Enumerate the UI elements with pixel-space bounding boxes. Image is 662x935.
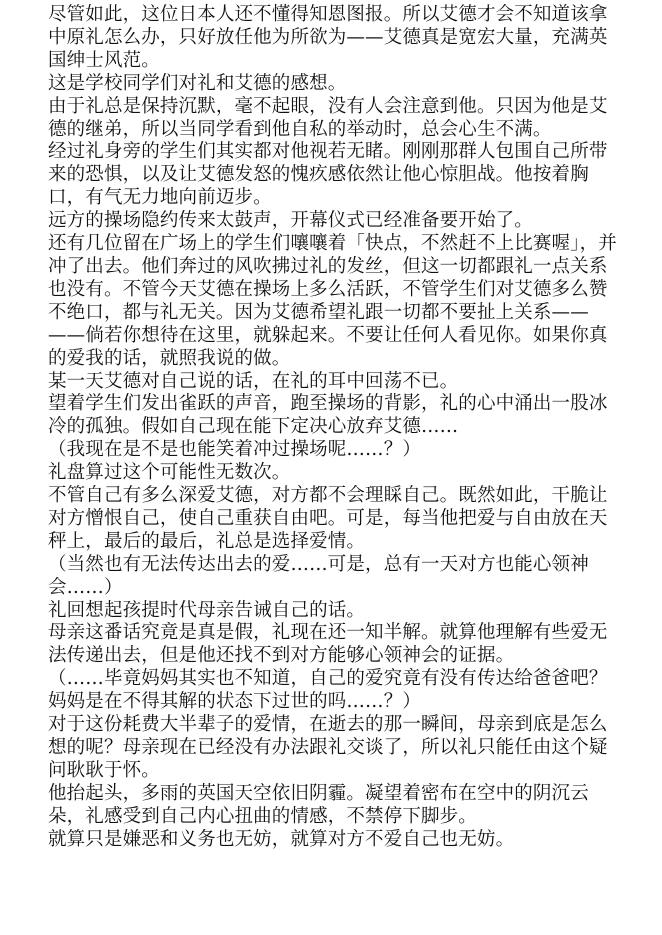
paragraph: 就算只是嫌恶和义务也无妨，就算对方不爱自己也无妨。 (48, 828, 515, 850)
paragraph: 礼回想起孩提时代母亲告诫自己的话。 (48, 599, 366, 621)
paragraph: 母亲这番话究竟是真是假，礼现在还一知半解。就算他理解有些爱无法传递出去，但是他还找不到对方能够心领神会的证据。 (48, 622, 608, 667)
paragraph: 还有几位留在广场上的学生们嚷嚷着「快点，不然赶不上比赛喔」，并冲了出去。他们奔过的风吹拂过礼的发丝，但这一切都跟礼一点关系也没有。不管今天艾德在操场上多么活跃，不管学生们对艾德多么赞不绝口，都与礼无关。因为艾德希望礼跟一切都不要扯上关系—— (48, 233, 617, 323)
paragraph: ——倘若你想待在这里，就躲起来。不要让任何人看见你。如果你真的爱我的话，就照我说的做。 (48, 324, 608, 369)
paragraph: 远方的操场隐约传来太鼓声，开幕仪式已经准备要开始了。 (48, 210, 533, 232)
paragraph: 尽管如此，这位日本人还不懂得知恩图报。所以艾德才会不知道该拿中原礼怎么办，只好放任他为所欲为——艾德真是宽宏大量，充满英国绅士风范。 (48, 4, 608, 71)
paragraph: （我现在是不是也能笑着冲过操场呢……？） (48, 439, 422, 461)
paragraph: 由于礼总是保持沉默，毫不起眼，没有人会注意到他。只因为他是艾德的继弟，所以当同学看到他自私的举动时，总会心生不满。 (48, 95, 608, 140)
paragraph: （当然也有无法传达出去的爱……可是，总有一天对方也能心领神会……） (48, 553, 589, 598)
paragraph: 望着学生们发出雀跃的声音，跑至操场的背影，礼的心中涌出一股冰冷的孤独。假如自己现在能下定决心放弃艾德…… (48, 393, 608, 438)
paragraph: 某一天艾德对自己说的话，在礼的耳中回荡不已。 (48, 370, 459, 392)
paragraph: 经过礼身旁的学生们其实都对他视若无睹。刚刚那群人包围自己所带来的恐惧，以及让艾德发怒的愧疚感依然让他心惊胆战。他按着胸口，有气无力地向前迈步。 (48, 141, 608, 209)
paragraph: 他抬起头，多雨的英国天空依旧阴霾。凝望着密布在空中的阴沉云朵，礼感受到自己内心扭曲的情感，不禁停下脚步。 (48, 782, 589, 827)
paragraph: 礼盘算过这个可能性无数次。 (48, 462, 291, 484)
paragraph: （……毕竟妈妈其实也不知道，自己的爱究竟有没有传达给爸爸吧？妈妈是在不得其解的状态下过世的吗……？） (48, 668, 608, 713)
paragraph: 这是学校同学们对礼和艾德的感想。 (48, 72, 347, 94)
paragraph: 对于这份耗费大半辈子的爱情，在逝去的那一瞬间，母亲到底是怎么想的呢？母亲现在已经没有办法跟礼交谈了，所以礼只能任由这个疑问耿耿于怀。 (48, 714, 608, 781)
paragraph: 不管自己有多么深爱艾德，对方都不会理睬自己。既然如此，干脆让对方憎恨自己，使自己重获自由吧。可是，每当他把爱与自由放在天秤上，最后的最后，礼总是选择爱情。 (48, 485, 608, 552)
